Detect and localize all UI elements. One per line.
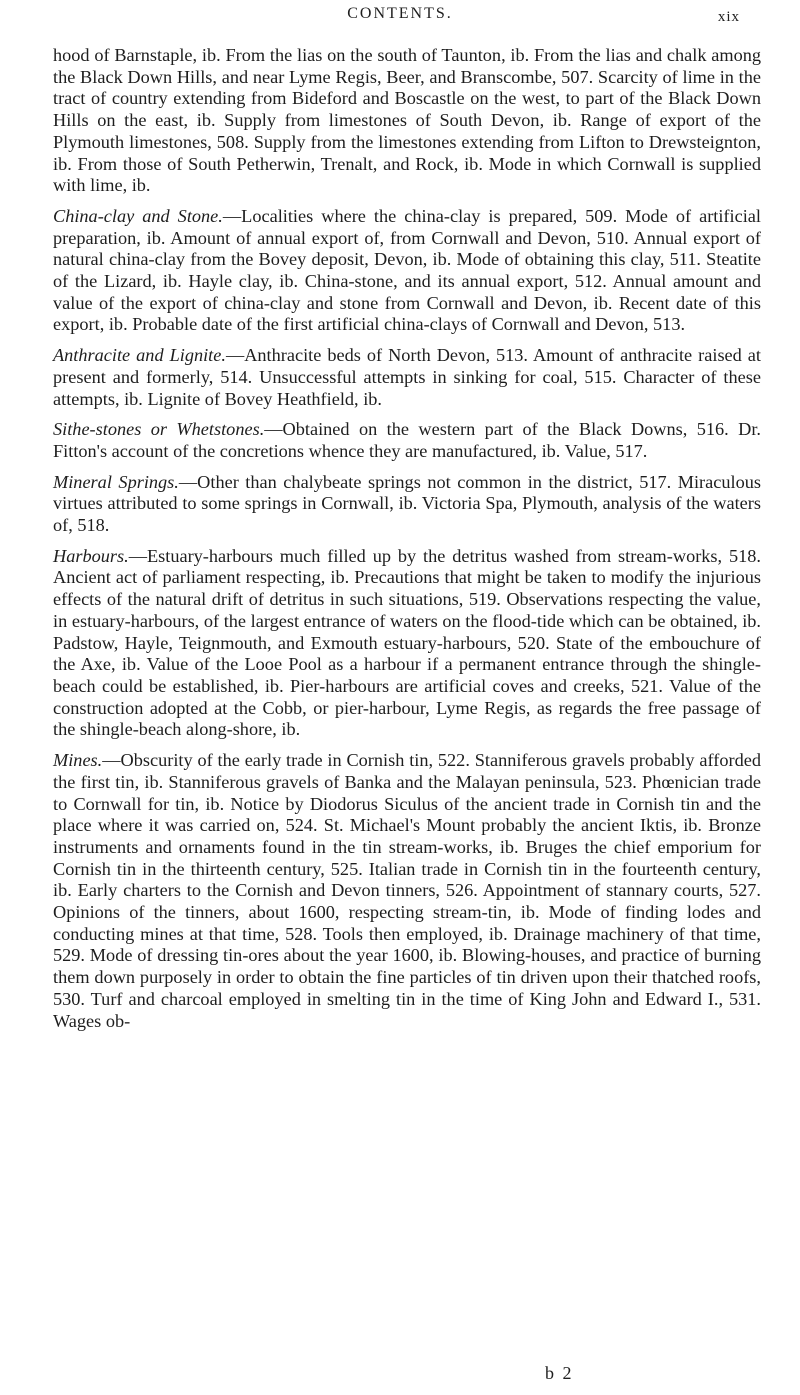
paragraph-heading: Harbours. bbox=[53, 545, 129, 566]
signature-mark: b 2 bbox=[545, 1363, 574, 1383]
paragraph-text: —Localities where the china-clay is prepared, 509. Mode of artificial preparation, ib. Amount of annual export of, from Cornwall and Devon, 510. Annual export of natural china-clay from the Bovey deposit, Devon, ib. Mode of obtaining this clay, 511. Steatite of the Lizard, ib. Hayle clay, ib. China-stone, and its annual export, 512. Annual amount and value of the export of china-clay and stone from Cornwall and Devon, ib. Recent date of this export, ib. Probable date of the first artificial china-clays of Cornwall and Devon, 513. bbox=[53, 205, 761, 335]
paragraph-text: —Obtained on the western part of the Black Downs, 516. Dr. Fitton's account of the concretions whence they are manufactured, ib. Value, 517. bbox=[53, 419, 761, 461]
paragraph-text: hood of Barnstaple, ib. From the lias on the south of Taunton, ib. From the lias and chalk among the Black Down Hills, and near Lyme Regis, Beer, and Branscombe, 507. Scarcity of lime in the tract of country extending from Bideford and Boscastle on the west, to part of the Black Down Hills on the east, ib. Supply from limestones of South Devon, ib. Range of export of the Plymouth limestones, 508. Supply from the limestones extending from Lifton to Drewsteignton, ib. From those of South Petherwin, Trenalt, and Rock, ib. Mode in which Cornwall is supplied with lime, ib. bbox=[53, 45, 761, 196]
contents-body bbox=[53, 45, 761, 1041]
running-title: CONTENTS. bbox=[347, 5, 453, 22]
paragraph-text: —Obscurity of the early trade in Cornish tin, 522. Stanniferous gravels probably afforded the first tin, ib. Stanniferous gravels of Banka and the Malayan peninsula, 523. Phœnician trade to Cornwall for tin, ib. Notice by Diodorus Siculus of the ancient trade in Cornish tin and the place where it was carried on, 524. St. Michael's Mount probably the ancient Iktis, ib. Bronze instruments and ornaments found in the tin stream-works, ib. Bruges the chief emporium for Cornish tin in the thirteenth century, 525. Italian trade in Cornish tin in the fourteenth century, ib. Early charters to the Cornish and Devon tinners, 526. Appointment of stannary courts, 527. Opinions of the tinners, about 1600, respecting stream-tin, ib. Mode of finding lodes and conducting mines at that time, 528. Tools then employed, ib. Drainage machinery of that time, 529. Mode of dressing tin-ores about the year 1600, ib. Blowing-houses, and practice of burning them down purposely in order to obtain the fine particles of tin driven upon their thatched roofs, 530. Turf and charcoal employed in smelting tin in the time of King John and Edward I., 531. Wages ob- bbox=[53, 750, 761, 1031]
paragraph-china-clay bbox=[53, 206, 761, 336]
paragraph-text: —Other than chalybeate springs not common in the district, 517. Miraculous virtues attributed to some springs in Cornwall, ib. Victoria Spa, Plymouth, analysis of the waters of, 518. bbox=[53, 471, 761, 536]
paragraph-mineral-springs bbox=[53, 472, 761, 537]
paragraph-sithe-stones bbox=[53, 419, 761, 462]
paragraph-text: —Anthracite beds of North Devon, 513. Amount of anthracite raised at present and formerly, 514. Unsuccessful attempts in sinking for coal, 515. Character of these attempts, ib. Lignite of Bovey Heathfield, ib. bbox=[53, 345, 761, 409]
paragraph-harbours bbox=[53, 546, 761, 741]
paragraph-text: —Estuary-harbours much filled up by the detritus washed from stream-works, 518. Ancient act of parliament respecting, ib. Precautions that might be taken to modify the injurious effects of the natural drift of detritus in such situations, 519. Observations respecting the value, in estuary-harbours, of the largest entrance of waters on the flood-tide which can be obtained, ib. Padstow, Hayle, Teignmouth, and Exmouth estuary-harbours, 520. State of the embouchure of the Axe, ib. Value of the Looe Pool as a harbour if a permanent entrance through the shingle-beach could be established, ib. Pier-harbours are artificial coves and creeks, 521. Value of the construction adopted at the Cobb, or pier-harbour, Lyme Regis, as regards the free passage of the shingle-beach along-shore, ib. bbox=[53, 545, 761, 740]
paragraph-heading: Anthracite and Lignite. bbox=[53, 345, 226, 366]
paragraph-heading: China-clay and Stone. bbox=[53, 205, 223, 226]
paragraph-anthracite bbox=[53, 345, 761, 410]
paragraph-heading: Mineral Springs. bbox=[53, 471, 179, 492]
running-head bbox=[0, 5, 800, 35]
page-number: xix bbox=[717, 9, 740, 25]
paragraph-heading: Mines. bbox=[53, 750, 103, 771]
paragraph-heading: Sithe-stones or Whetstones. bbox=[53, 419, 265, 440]
paragraph-continuation bbox=[53, 45, 761, 197]
paragraph-mines bbox=[53, 750, 761, 1032]
